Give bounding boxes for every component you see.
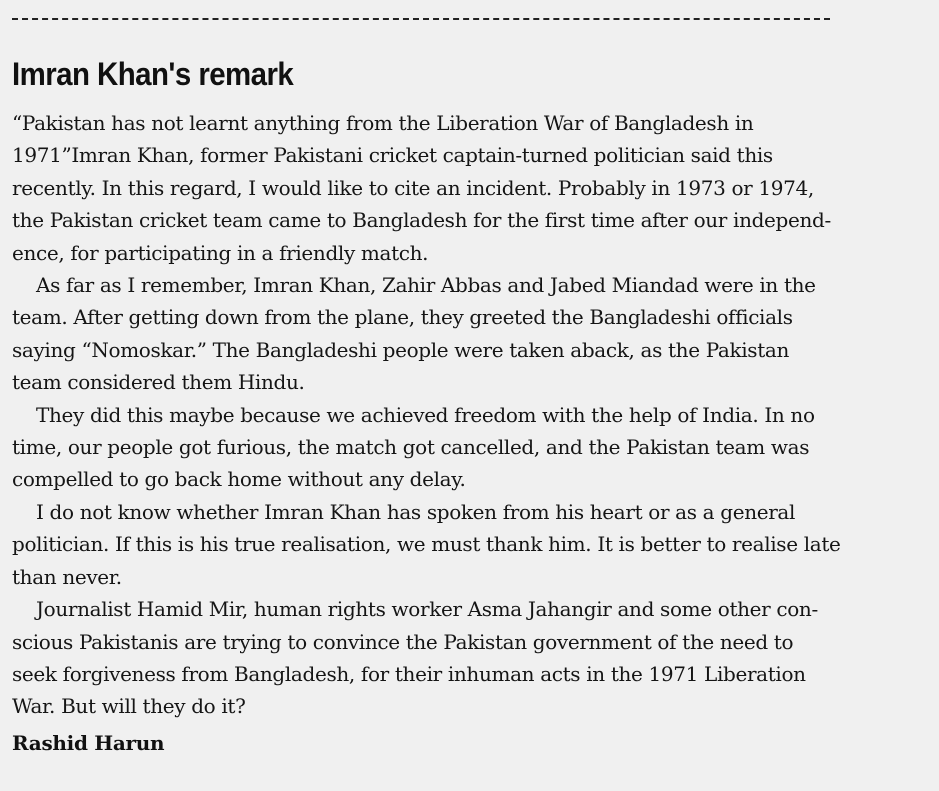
author-signature: Rashid Harun bbox=[12, 731, 165, 755]
article-line: seek forgiveness from Bangladesh, for their inhuman acts in the 1971 Liberation bbox=[12, 661, 806, 686]
article-line: War. But will they do it? bbox=[12, 694, 246, 719]
article-line: 1971”Imran Khan, former Pakistani cricket captain-turned politician said this bbox=[12, 143, 773, 168]
article-line: than never. bbox=[12, 564, 122, 589]
article-line: team considered them Hindu. bbox=[12, 370, 305, 395]
dashed-divider bbox=[12, 18, 830, 20]
article-line: saying “Nomoskar.” The Bangladeshi people were taken aback, as the Pakistan bbox=[12, 337, 790, 362]
article-line: team. After getting down from the plane, they greeted the Bangladeshi officials bbox=[12, 305, 793, 330]
article-line: compelled to go back home without any delay. bbox=[12, 467, 466, 492]
article-line: As far as I remember, Imran Khan, Zahir Abbas and Jabed Miandad were in the bbox=[36, 273, 816, 298]
article-line: They did this maybe because we achieved freedom with the help of India. In no bbox=[36, 402, 815, 427]
article-body bbox=[12, 107, 930, 723]
article-title: Imran Khan's remark bbox=[12, 56, 294, 92]
article-line: recently. In this regard, I would like to cite an incident. Probably in 1973 or 1974, bbox=[12, 175, 814, 200]
article-line: “Pakistan has not learnt anything from the Liberation War of Bangladesh in bbox=[12, 111, 754, 135]
article-line: politician. If this is his true realisation, we must thank him. It is better to realise late bbox=[12, 532, 841, 557]
article-line: scious Pakistanis are trying to convince the Pakistan government of the need to bbox=[12, 629, 794, 654]
article-line: ence, for participating in a friendly match. bbox=[12, 240, 429, 265]
article-line: I do not know whether Imran Khan has spoken from his heart or as a general bbox=[36, 499, 796, 524]
article-line: time, our people got furious, the match got cancelled, and the Pakistan team was bbox=[12, 435, 810, 460]
article-line: the Pakistan cricket team came to Bangladesh for the first time after our independ- bbox=[12, 208, 831, 233]
article-line: Journalist Hamid Mir, human rights worker Asma Jahangir and some other con- bbox=[36, 597, 818, 622]
